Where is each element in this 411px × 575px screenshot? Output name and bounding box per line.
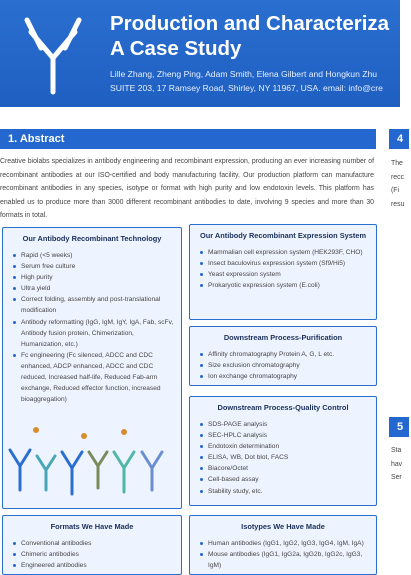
address-line: SUITE 203, 17 Ramsey Road, Shirley, NY 11967, USA. email: info@cre xyxy=(110,83,383,93)
right-text-line: recc xyxy=(391,173,405,181)
antibody-fab-icon xyxy=(37,456,55,490)
list-item: Endotoxin determination xyxy=(202,441,372,452)
purification-list xyxy=(190,349,376,382)
list-item: Conventional antibodies xyxy=(15,538,177,549)
abstract-section-header xyxy=(0,129,376,149)
list-item: Serum free culture xyxy=(15,261,177,272)
antigen-dot-icon xyxy=(33,427,39,433)
list-item: Prokaryotic expression system (E.coli) xyxy=(202,280,372,291)
poster-title xyxy=(110,11,389,61)
list-item: Ultra yield xyxy=(15,283,177,294)
list-item: SEC-HPLC analysis xyxy=(202,430,372,441)
quality-box-title: Downstream Process-Quality Control xyxy=(217,403,349,412)
antigen-dot-icon xyxy=(81,433,87,439)
list-item: Antibody reformatting (IgG, IgM, IgY, IgA, Fab, scFv, Antibody fusion protein, Chimerization, Humanization, etc.) xyxy=(15,317,177,350)
expression-box-title: Our Antibody Recombinant Expression System xyxy=(199,231,367,240)
abstract-title: 1. Abstract xyxy=(8,133,65,145)
isotypes-list xyxy=(190,538,376,571)
title-line-1: Production and Characteriza xyxy=(110,12,390,35)
list-item: Mouse antibodies (IgG1, IgG2a, IgG2b, IgG2c, IgG3, IgM) xyxy=(202,549,372,571)
formats-list xyxy=(3,538,181,571)
right-column-text-bottom xyxy=(391,444,411,485)
title-line-2: A Case Study xyxy=(110,37,242,60)
isotypes-box xyxy=(189,515,377,575)
right-text-line: resu xyxy=(391,200,405,208)
list-item: Fc engineering (Fc silenced, ADCC and CDC enhanced, ADCP enhanced, ADCC and CDC reduced, Increased half-life, Reduced Fab-arm exchange, Reduced effector function, increased bioaggregation) xyxy=(15,350,177,405)
list-item: Mammalian cell expression system (HEK293F, CHO) xyxy=(202,247,372,258)
list-item: Biacore/Octet xyxy=(202,463,372,474)
list-item: Insect baculovirus expression system (Sf9/Hi5) xyxy=(202,258,372,269)
list-item: SDS-PAGE analysis xyxy=(202,419,372,430)
list-item: Rapid (<5 weeks) xyxy=(15,250,177,261)
antigen-dot-icon xyxy=(121,429,127,435)
quality-list xyxy=(190,419,376,497)
right-section-header-bottom xyxy=(389,417,409,437)
list-item: Size exclusion chromatography xyxy=(202,360,372,371)
right-text-line: Ser xyxy=(391,474,402,481)
poster-header xyxy=(0,0,400,107)
technology-list xyxy=(3,250,181,405)
author-list: Lille Zhang, Zheng Ping, Adam Smith, Elena Gilbert and Hongkun Zhu xyxy=(110,69,378,79)
quality-control-box xyxy=(189,396,377,506)
right-text-line: hav xyxy=(391,460,403,468)
list-item: Cell-based assay xyxy=(202,474,372,485)
antibody-igg-icon xyxy=(10,450,30,490)
technology-box-title: Our Antibody Recombinant Technology xyxy=(22,234,162,243)
right-section-number-bottom: 5 xyxy=(397,421,404,433)
antibody-scfv-icon xyxy=(89,452,107,488)
purification-box xyxy=(189,326,377,386)
list-item: High purity xyxy=(15,272,177,283)
antibody-fusion-icon xyxy=(114,452,134,492)
right-section-number-top: 4 xyxy=(397,133,404,145)
list-item: Engineered antibodies xyxy=(15,560,177,571)
antibody-logo-icon xyxy=(22,14,84,94)
antibody-bispecific-icon xyxy=(62,452,82,494)
isotypes-box-title: Isotypes We Have Made xyxy=(241,522,325,531)
list-item: Stability study, etc. xyxy=(202,486,372,497)
list-item: Correct folding, assembly and post-translational modification xyxy=(15,294,177,316)
expression-system-box xyxy=(189,224,377,320)
right-text-line: (Fi xyxy=(391,187,400,194)
list-item: Affinity chromatography Protein A, G, L etc. xyxy=(202,349,372,360)
expression-list xyxy=(190,247,376,291)
formats-box xyxy=(2,515,182,575)
list-item: Ion exchange chromatography xyxy=(202,371,372,382)
right-text-line: Sta xyxy=(391,447,402,454)
purification-box-title: Downstream Process-Purification xyxy=(223,333,343,342)
list-item: ELISA, WB, Dot blot, FACS xyxy=(202,452,372,463)
list-item: Chimeric antibodies xyxy=(15,549,177,560)
right-column-text-top xyxy=(391,157,411,211)
antibody-formats-illustration xyxy=(6,420,178,502)
abstract-text: Creative biolabs specializes in antibody engineering and recombinant expression, producing an ever increasing number of recombinant antibodies at our ISO-certified and body manufacturing facility. Our production platform can manufacture recombinant antibodies in any species, isotype or format with high purity and low endotoxin levels. This platform has enabled us to produce more than 3000 different recombinant antibodies to date, involving 9 species and more than 30 formats in total. xyxy=(0,158,374,219)
antibody-igm-icon xyxy=(142,452,162,490)
right-section-header-top xyxy=(389,129,409,149)
list-item: Yeast expression system xyxy=(202,269,372,280)
right-text-line: The xyxy=(391,160,403,167)
list-item: Human antibodies (IgG1, IgG2, IgG3, IgG4, IgM, IgA) xyxy=(202,538,372,549)
formats-box-title: Formats We Have Made xyxy=(50,522,134,531)
